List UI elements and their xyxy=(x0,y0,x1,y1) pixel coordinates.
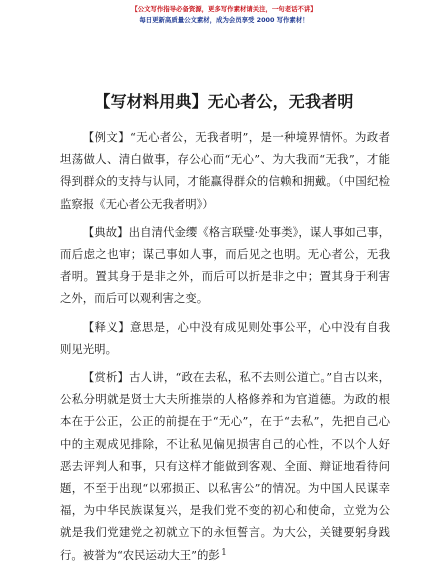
paragraph-allusion xyxy=(60,221,390,310)
paragraph-tag: 【释义】 xyxy=(82,319,131,334)
paragraph-tag: 【例文】 xyxy=(82,130,131,144)
paragraph-example xyxy=(60,126,390,215)
paragraph-text: “无心者公，无我者明”，是一种境界情怀。为政者坦荡做人、清白做事，存公心而“无心”、为大我而“无我”，才能得到群众的支持与认同，才能赢得群众的信赖和拥戴。（中国纪检监察报《无心者公无我者明》） xyxy=(60,130,390,211)
document-body xyxy=(60,126,390,572)
promo-header xyxy=(0,4,448,26)
document-title: 【写材料用典】无心者公，无我者明 xyxy=(94,92,354,111)
paragraph-text: 意思是，心中没有成见则处事公平，心中没有自我则见光明。 xyxy=(60,319,390,356)
promo-header-line-2: 每日更新高质量公文素材，成为会员享受 2000 写作素材！ xyxy=(139,16,309,24)
paragraph-appreciation xyxy=(60,366,390,566)
paragraph-definition xyxy=(60,316,390,360)
paragraph-tag: 【赏析】 xyxy=(82,370,130,385)
page-number: 1 xyxy=(221,548,227,558)
promo-header-line-1: 【公文写作指导必备资源，更多写作素材请关注，一句老话不讲】 xyxy=(131,5,317,13)
paragraph-text: 古人讲，“政在去私，私不去则公道亡。”自古以来，公私分明就是贤士大夫所推崇的人格修养和为官道德。为政的根本在于公正，公正的前提在于“无心”，在于“去私”，先把自己心中的主观成见排除，不让私见偏见损害自己的心性，不以个人好恶去评判人和事，只有这样才能做到客观、全面、辩证地看待问题，不至于出现“以邪损正、以私害公”的情况。为中国人民谋幸福，为中华民族谋复兴，是我们党不变的初心和使命，立党为公就是我们党建党之初就立下的永恒誓言。为大公，关键要躬身践行。被誉为“农民运动大王”的彭 xyxy=(60,370,390,562)
paragraph-tag: 【典故】 xyxy=(82,224,129,239)
paragraph-text: 出自清代金缨《格言联璧·处事类》，谋人事如己事，而后虑之也审；谋己事如人事，而后见之也明。无心者公，无我者明。置其身于是非之外，而后可以折是非之中；置其身于利害之外，而后可以观利害之变。 xyxy=(60,224,390,306)
